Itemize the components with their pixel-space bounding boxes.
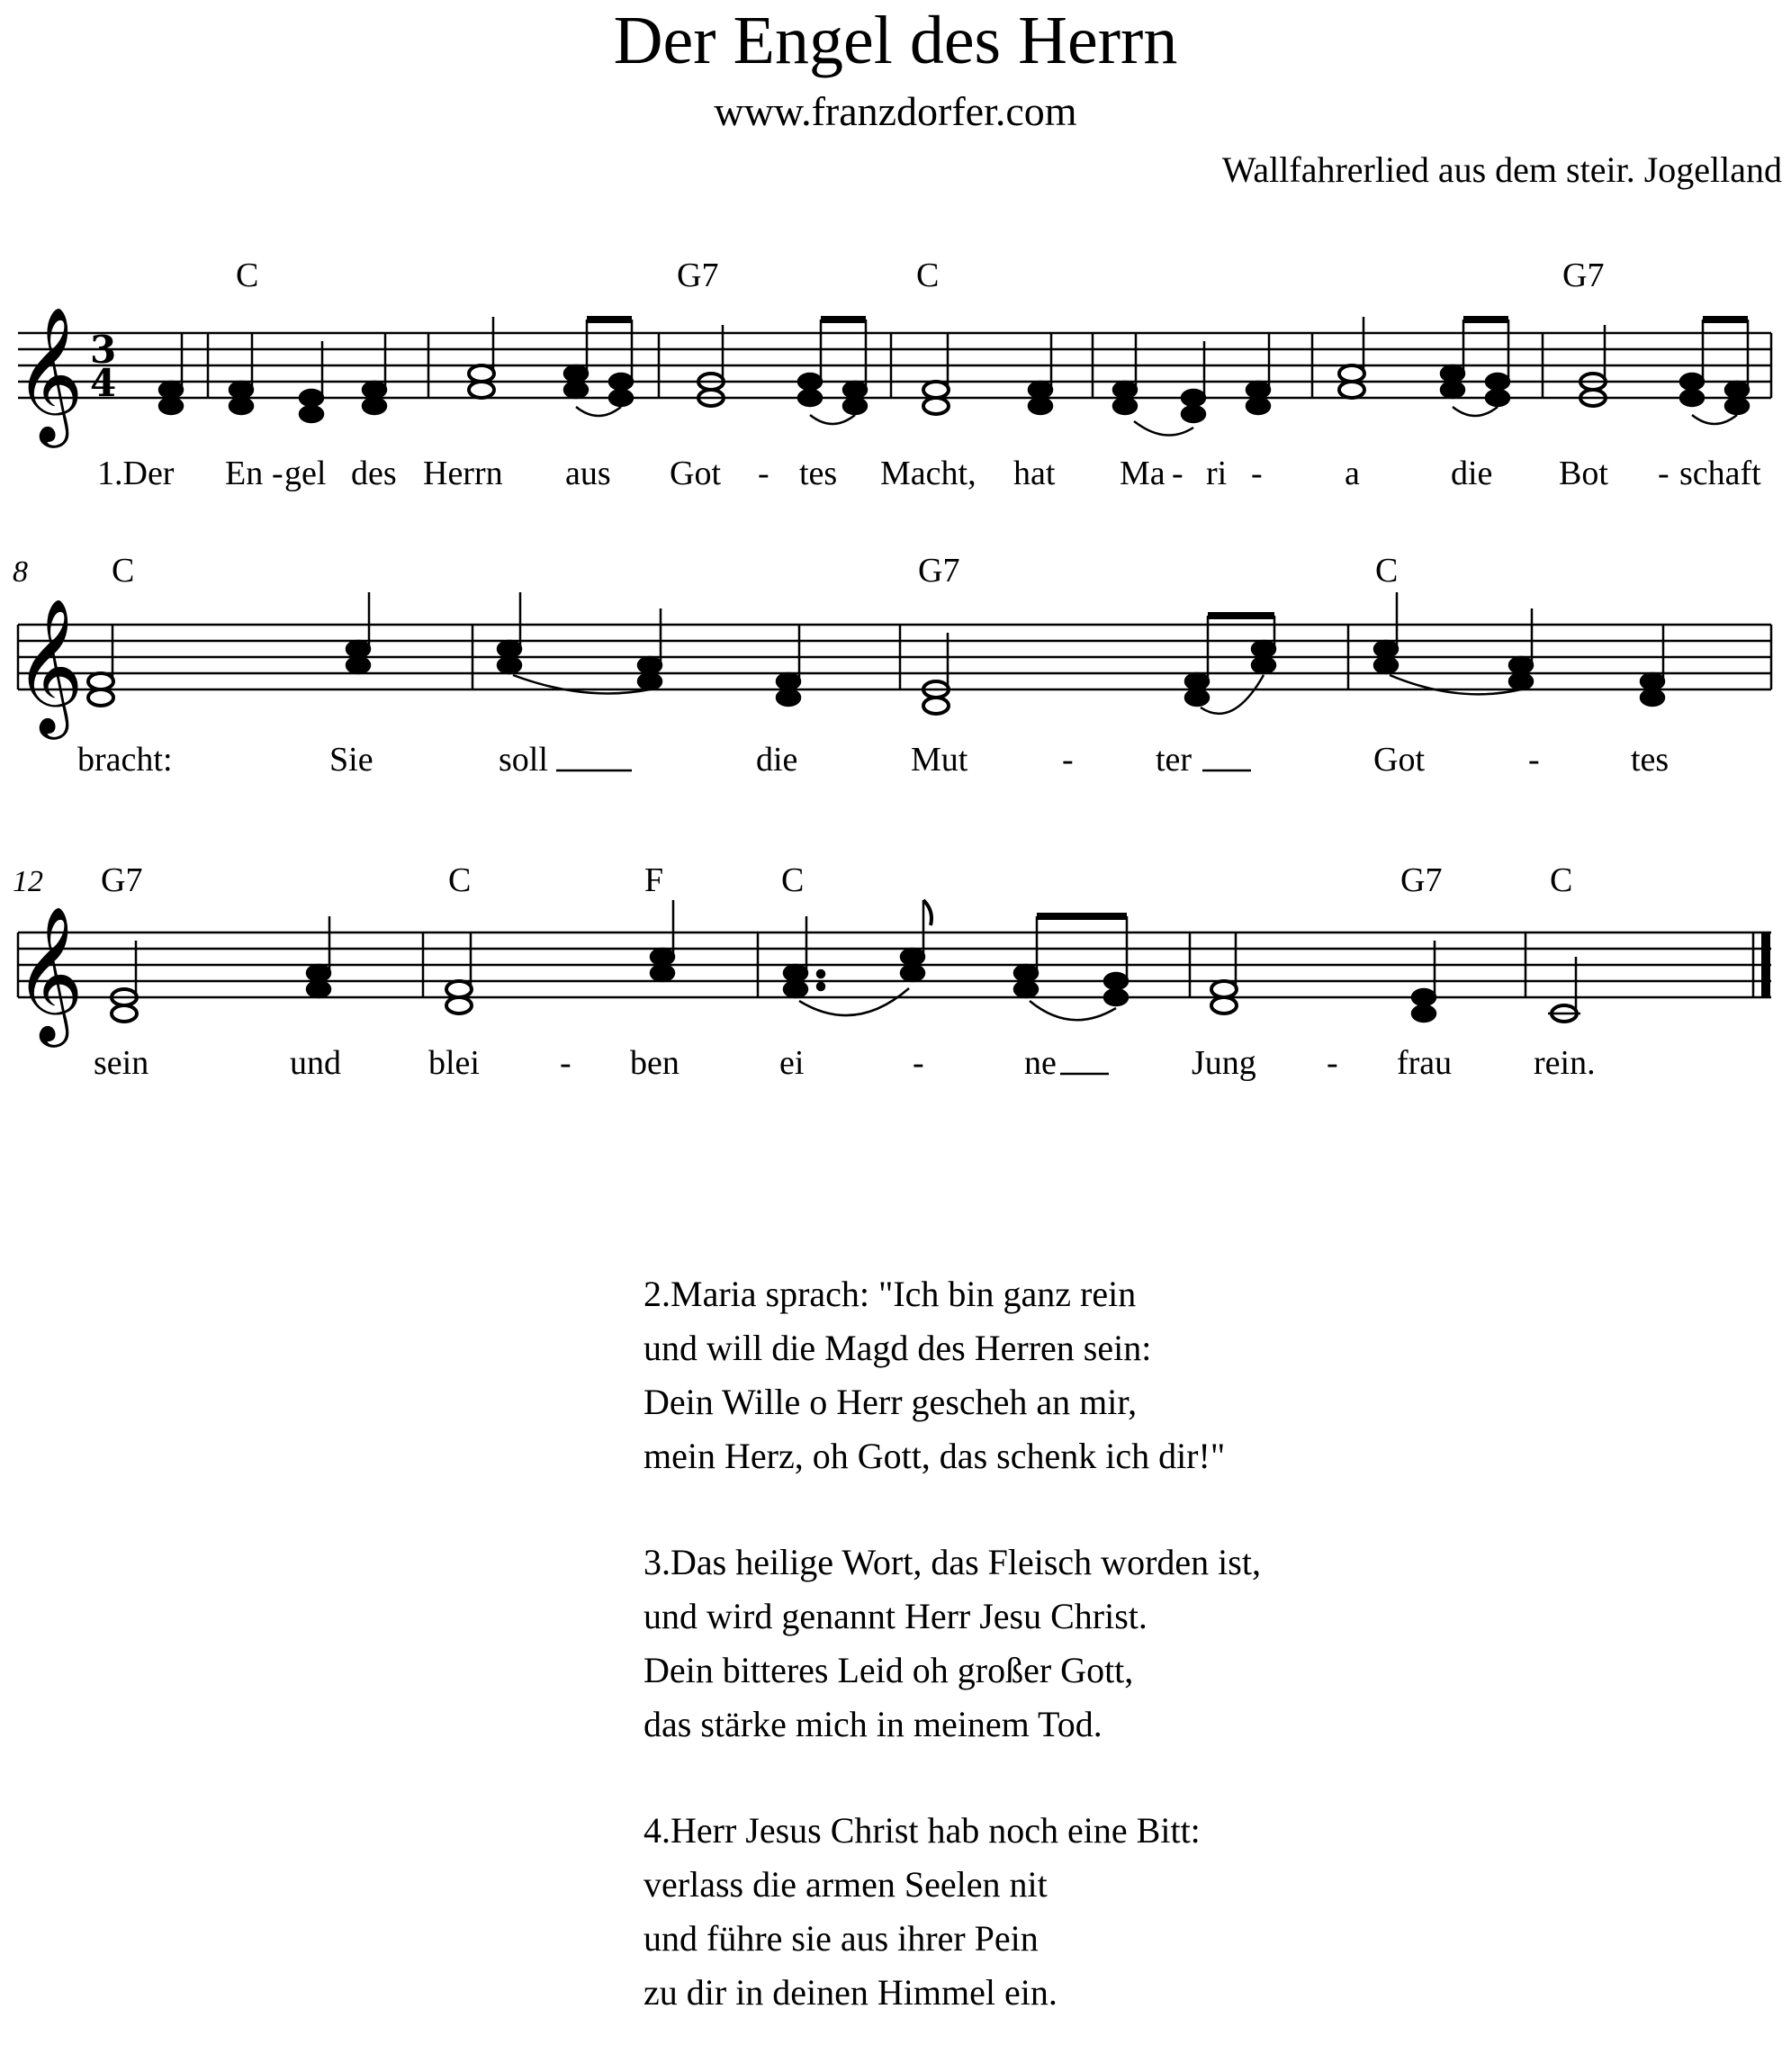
lyric-syllable: Macht, [880, 455, 976, 492]
website-url[interactable]: www.franzdorfer.com [714, 88, 1077, 134]
staff-system-3 [0, 810, 1791, 1098]
lyric-syllable: ne [1024, 1044, 1057, 1082]
lyric-syllable: Ma [1120, 455, 1166, 492]
lyric-syllable: Mut [911, 741, 968, 779]
lyric-syllable: und [290, 1044, 341, 1082]
chord-symbols-system-1 [236, 257, 1604, 294]
lyric-syllable: Jung [1192, 1044, 1256, 1082]
lyric-syllable: die [756, 741, 798, 779]
lyric-syllable: ben [630, 1044, 680, 1082]
lyric-syllable: - [758, 455, 770, 492]
verse-line: und wird genannt Herr Jesu Christ. [644, 1596, 1148, 1636]
lyric-syllable: sein [94, 1044, 149, 1082]
chord-symbol: C [781, 861, 805, 899]
chord-symbol: C [236, 257, 259, 294]
verse-line: und führe sie aus ihrer Pein [644, 1918, 1039, 1959]
lyric-syllable: Bot [1559, 455, 1608, 492]
chord-symbol: G7 [677, 257, 719, 294]
lyric-syllable: aus [565, 455, 611, 492]
chord-symbol: C [1550, 861, 1573, 899]
chord-symbol: G7 [918, 552, 960, 590]
lyrics-system-3 [94, 1044, 1596, 1082]
notes-system-1 [159, 317, 1749, 436]
notes-system-2 [88, 592, 1664, 714]
lyric-syllable: Got [1373, 741, 1425, 779]
lyric-syllable: - [1062, 741, 1074, 779]
time-signature-bottom: 4 [90, 361, 117, 405]
staff-system-2 [0, 504, 1791, 801]
lyric-syllable: ter [1156, 741, 1192, 779]
verse-line: und will die Magd des Herren sein: [644, 1328, 1152, 1368]
chord-symbol: G7 [1400, 861, 1443, 899]
lyric-syllable: die [1451, 455, 1493, 492]
song-title: Der Engel des Herrn [613, 3, 1178, 78]
lyric-syllable: - [272, 455, 284, 492]
lyric-syllable: des [351, 455, 397, 492]
staff-lines [18, 932, 1771, 997]
lyric-syllable: frau [1397, 1044, 1453, 1082]
chord-symbol: G7 [101, 861, 143, 899]
chord-symbols-system-2 [112, 552, 1398, 590]
verse-line: Dein Wille o Herr gescheh an mir, [644, 1382, 1138, 1422]
verse-line: Dein bitteres Leid oh großer Gott, [644, 1650, 1134, 1690]
lyric-syllable: Herrn [423, 455, 503, 492]
lyric-syllable: rein. [1534, 1044, 1596, 1082]
chord-symbol: C [112, 552, 135, 590]
chord-symbols-system-3 [101, 861, 1572, 899]
lyric-syllable: - [1251, 455, 1263, 492]
chord-symbol: C [1375, 552, 1399, 590]
verse-4 [644, 1804, 1634, 2020]
lyrics-system-2 [77, 741, 1669, 779]
lyric-syllable: - [1327, 1044, 1338, 1082]
composer-credit: Wallfahrerlied aus dem steir. Jogelland [1221, 149, 1782, 190]
measure-number: 8 [13, 555, 28, 589]
lyric-syllable: hat [1013, 455, 1056, 492]
verse-2 [644, 1267, 1634, 1483]
chord-symbol: C [448, 861, 472, 899]
lyric-syllable: Got [670, 455, 721, 492]
measure-number: 12 [13, 865, 43, 898]
lyric-syllable: En [225, 455, 264, 492]
lyric-syllable: - [560, 1044, 572, 1082]
lyric-syllable: a [1345, 455, 1360, 492]
verse-line: das stärke mich in meinem Tod. [644, 1704, 1102, 1744]
staff-system-1 [0, 0, 1791, 504]
verse-line: 4.Herr Jesus Christ hab noch eine Bitt: [644, 1810, 1201, 1851]
treble-clef-icon: 𝄞 [14, 597, 84, 734]
lyric-syllable: tes [1631, 741, 1670, 779]
lyric-syllable: ei [779, 1044, 805, 1082]
lyric-syllable: tes [799, 455, 838, 492]
lyric-syllable: - [1658, 455, 1670, 492]
lyric-syllable: gel [284, 455, 327, 492]
notes-system-3 [112, 900, 1580, 1022]
lyric-syllable: - [913, 1044, 924, 1082]
lyric-syllable: ri [1206, 455, 1228, 492]
lyric-syllable: schaft [1679, 455, 1761, 492]
chord-symbol: C [916, 257, 940, 294]
additional-verses [644, 1267, 1634, 2072]
lyrics-system-1 [97, 455, 1761, 492]
chord-symbol: F [644, 861, 664, 899]
treble-clef-icon: 𝄞 [14, 305, 84, 442]
verse-3 [644, 1536, 1634, 1752]
time-signature-top: 3 [90, 328, 117, 372]
lyric-syllable: soll [499, 741, 548, 779]
lyric-syllable: blei [428, 1044, 480, 1082]
staff-lines [18, 625, 1771, 689]
verse-line: zu dir in deinen Himmel ein. [644, 1972, 1058, 2013]
verse-line: 2.Maria sprach: "Ich bin ganz rein [644, 1274, 1137, 1314]
chord-symbol: G7 [1562, 257, 1605, 294]
lyric-syllable: bracht: [77, 741, 173, 779]
lyric-syllable: - [1172, 455, 1184, 492]
verse-line: verlass die armen Seelen nit [644, 1864, 1048, 1905]
treble-clef-icon: 𝄞 [14, 905, 84, 1041]
lyric-syllable: 1.Der [97, 455, 175, 492]
verse-line: 3.Das heilige Wort, das Fleisch worden ist, [644, 1542, 1261, 1582]
lyric-syllable: Sie [329, 741, 374, 779]
lyric-syllable: - [1528, 741, 1540, 779]
verse-line: mein Herz, oh Gott, das schenk ich dir!" [644, 1436, 1226, 1476]
